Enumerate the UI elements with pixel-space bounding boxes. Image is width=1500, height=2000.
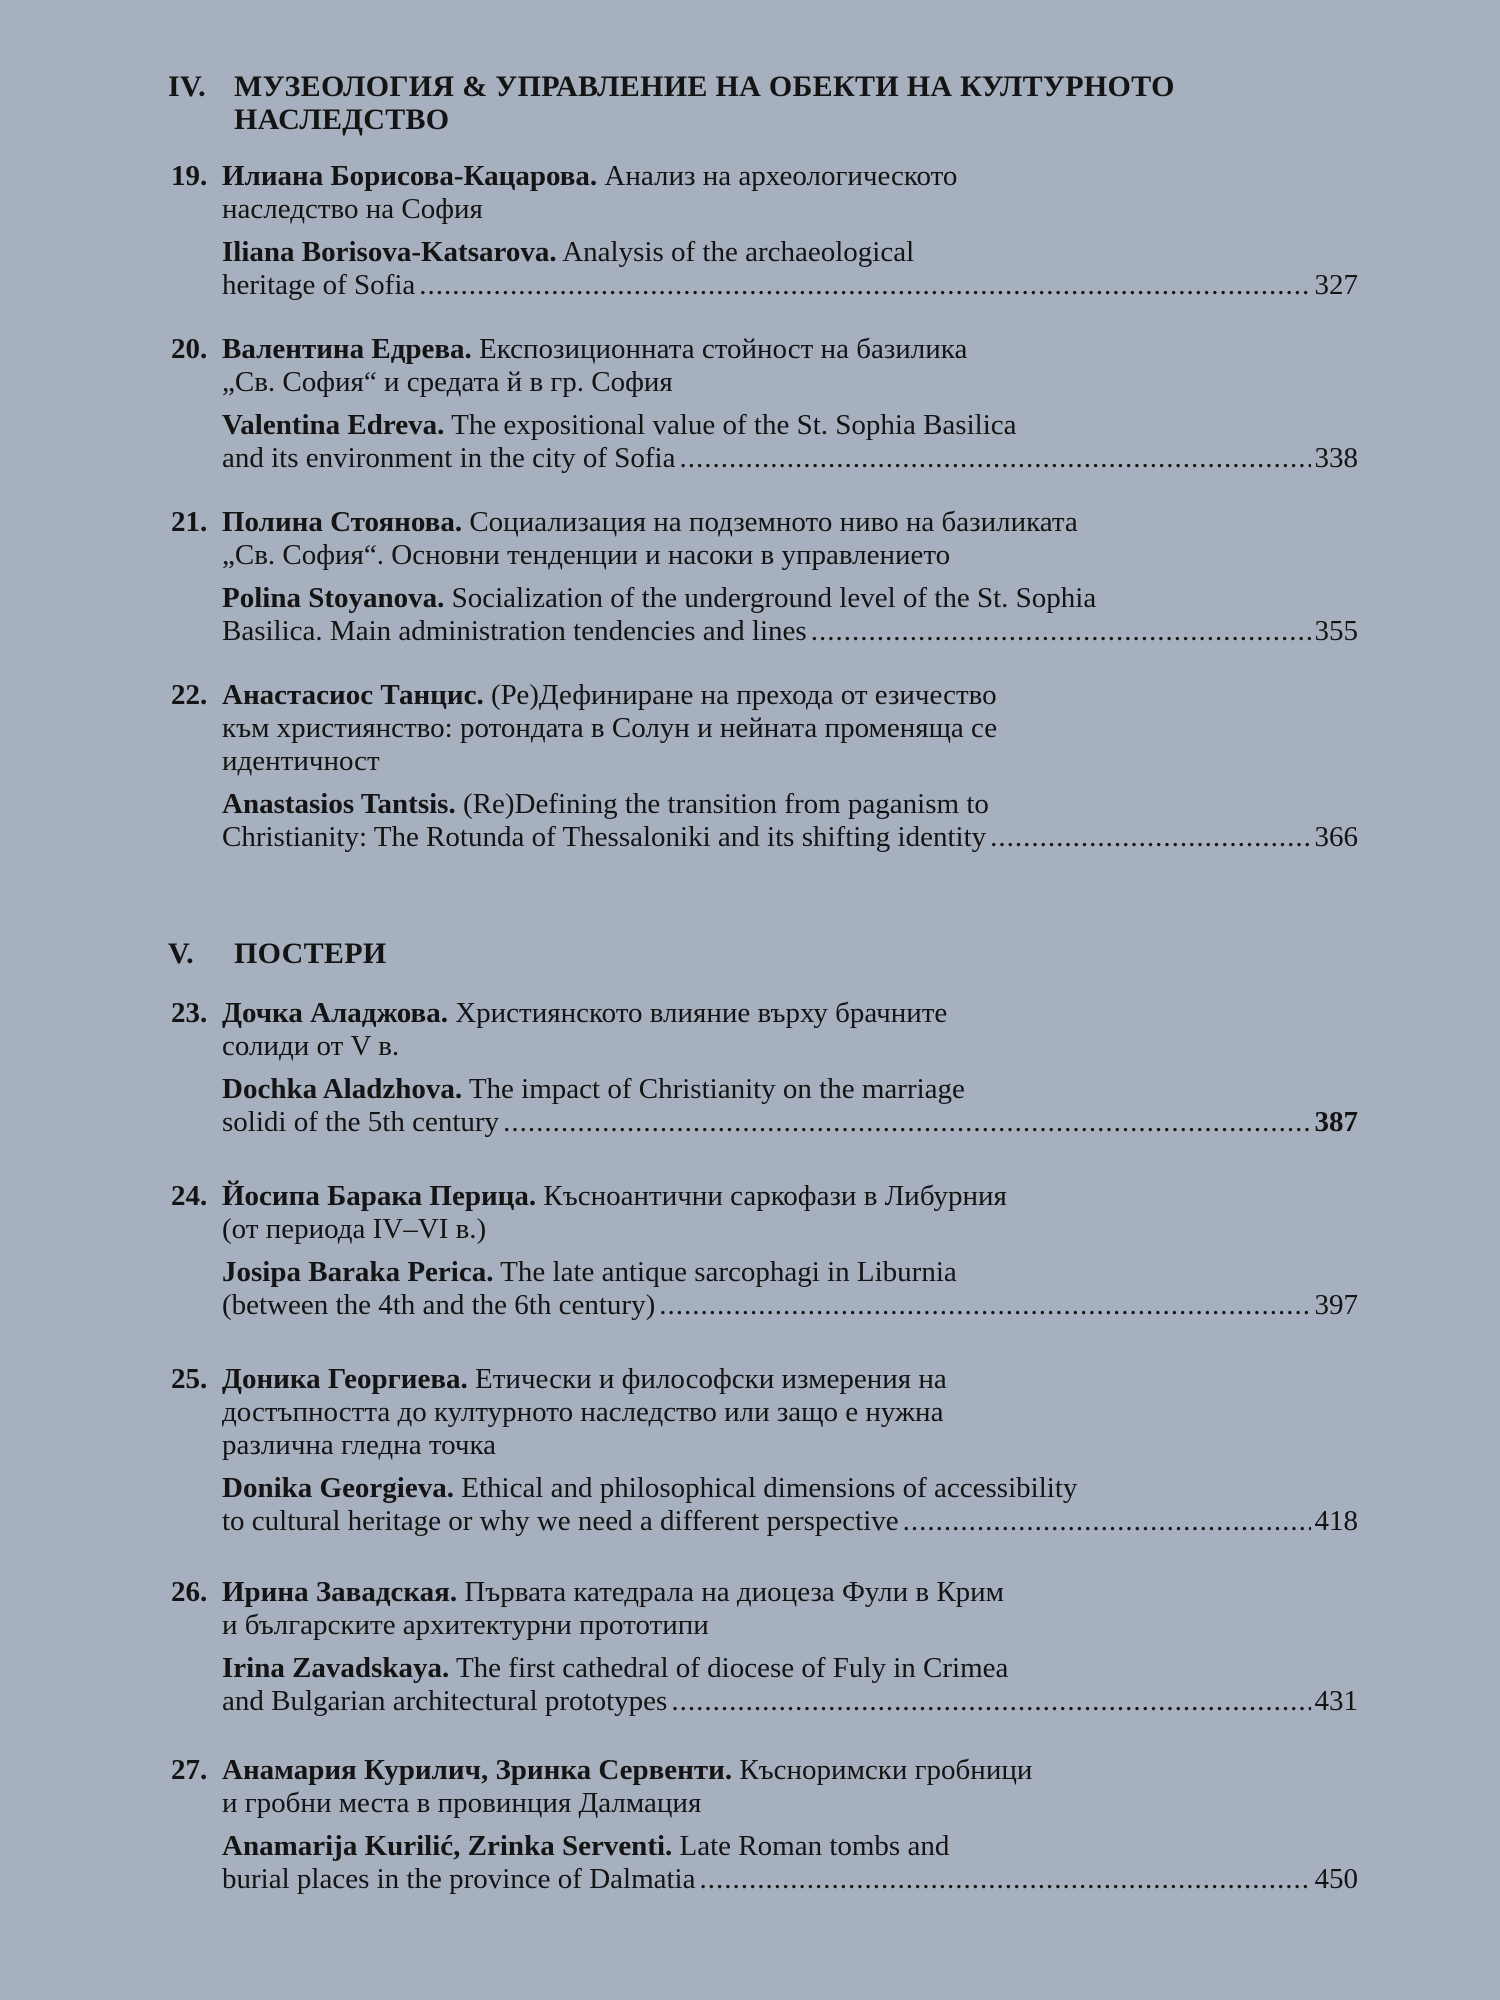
en-author: Josipa Baraka Perica. xyxy=(222,1256,494,1288)
bg-title-continued: различна гледна точка xyxy=(222,1429,496,1461)
page-number: 327 xyxy=(1314,269,1358,301)
page-number: 387 xyxy=(1314,1106,1358,1138)
en-title: Ethical and philosophical dimensions of accessibility xyxy=(454,1472,1078,1504)
toc-entry-26[interactable] xyxy=(171,1576,1358,1718)
en-title-continued: burial places in the province of Dalmatia xyxy=(222,1863,696,1895)
leader-dots xyxy=(903,1505,1311,1538)
en-author: Anastasios Tantsis. xyxy=(222,788,456,820)
bg-title-continued: (от периода IV–VI в.) xyxy=(222,1213,487,1245)
en-author: Valentina Edreva. xyxy=(222,409,445,441)
bg-title-continued: към християнство: ротондата в Солун и нейната променяща се xyxy=(222,712,998,744)
entry-number: 27. xyxy=(171,1754,208,1786)
en-title: Analysis of the archaeological xyxy=(556,236,915,268)
toc-entry-19[interactable] xyxy=(171,160,1358,302)
page-number: 338 xyxy=(1314,442,1358,474)
bg-title-continued: „Св. София“ и средата й в гр. София xyxy=(222,366,673,398)
bg-title-continued: и българските архитектурни прототипи xyxy=(222,1609,709,1641)
bg-author: Полина Стоянова. xyxy=(222,506,463,538)
en-title: Late Roman tombs and xyxy=(672,1830,950,1862)
bg-author: Йосипа Барака Перица. xyxy=(222,1180,537,1212)
bg-author: Дочка Аладжова. xyxy=(222,997,448,1029)
entry-number: 19. xyxy=(171,160,208,192)
bg-title-continued: и гробни места в провинция Далмация xyxy=(222,1787,702,1819)
en-title-continued: Christianity: The Rotunda of Thessaloniki and its shifting identity xyxy=(222,821,987,853)
toc-entry-21[interactable] xyxy=(171,506,1358,648)
leader-dots xyxy=(679,442,1310,475)
section-iv xyxy=(168,70,1368,136)
en-title-continued: (between the 4th and the 6th century) xyxy=(222,1289,656,1321)
page-number: 366 xyxy=(1314,821,1358,853)
entry-number: 20. xyxy=(171,333,208,365)
entry-number: 21. xyxy=(171,506,208,538)
entry-number: 23. xyxy=(171,997,208,1029)
en-title: The first cathedral of diocese of Fuly in Crimea xyxy=(449,1652,1009,1684)
bg-title-continued: „Св. София“. Основни тенденции и насоки в управлението xyxy=(222,539,951,571)
bg-title: Християнското влияние върху брачните xyxy=(447,997,948,1029)
toc-entry-27[interactable] xyxy=(171,1754,1358,1896)
bg-title: Късноантични саркофази в Либурния xyxy=(536,1180,1007,1212)
bg-title: Експозиционната стойност на базилика xyxy=(471,333,968,365)
bg-title-continued: идентичност xyxy=(222,745,380,777)
en-author: Iliana Borisova-Katsarova. xyxy=(222,236,557,268)
section-v xyxy=(168,937,1368,970)
en-title-continued: and its environment in the city of Sofia xyxy=(222,442,676,474)
bg-title: Късноримски гробници xyxy=(732,1754,1033,1786)
en-title: Socialization of the underground level of the St. Sophia xyxy=(444,582,1097,614)
entry-number: 26. xyxy=(171,1576,208,1608)
entry-number: 25. xyxy=(171,1363,208,1395)
en-title: The impact of Christianity on the marriage xyxy=(462,1073,965,1105)
entry-number: 24. xyxy=(171,1180,208,1212)
en-title: (Re)Defining the transition from paganism to xyxy=(455,788,989,820)
leader-dots xyxy=(990,821,1310,854)
page-number: 355 xyxy=(1314,615,1358,647)
en-author: Irina Zavadskaya. xyxy=(222,1652,450,1684)
toc-entry-20[interactable] xyxy=(171,333,1358,475)
bg-author: Анамария Курилич, Зринка Сервенти. xyxy=(222,1754,733,1786)
en-title-continued: to cultural heritage or why we need a different perspective xyxy=(222,1505,899,1537)
bg-title-continued: наследство на София xyxy=(222,193,483,225)
leader-dots xyxy=(419,269,1310,302)
entry-number: 22. xyxy=(171,679,208,711)
en-author: Dochka Aladzhova. xyxy=(222,1073,463,1105)
bg-title-continued: достъпността до културното наследство или защо е нужна xyxy=(222,1396,944,1428)
section-title: МУЗЕОЛОГИЯ & УПРАВЛЕНИЕ НА ОБЕКТИ НА КУЛТУРНОТО НАСЛЕДСТВО xyxy=(234,70,1175,136)
bg-title: Първата катедрала на диоцеза Фули в Крим xyxy=(457,1576,1005,1608)
en-title-continued: solidi of the 5th century xyxy=(222,1106,500,1138)
en-title: The expositional value of the St. Sophia Basilica xyxy=(444,409,1017,441)
leader-dots xyxy=(700,1863,1311,1896)
en-author: Polina Stoyanova. xyxy=(222,582,445,614)
leader-dots xyxy=(811,615,1311,648)
toc-entry-22[interactable] xyxy=(171,679,1358,854)
page-number: 431 xyxy=(1314,1685,1358,1717)
toc-entry-24[interactable] xyxy=(171,1180,1358,1322)
section-number: V. xyxy=(168,937,194,970)
bg-author: Доника Георгиева. xyxy=(222,1363,468,1395)
leader-dots xyxy=(503,1106,1310,1139)
bg-author: Анастасиос Танцис. xyxy=(222,679,484,711)
page-number: 450 xyxy=(1314,1863,1358,1895)
bg-author: Ирина Завадская. xyxy=(222,1576,458,1608)
toc-entry-25[interactable] xyxy=(171,1363,1358,1538)
en-title-continued: Basilica. Main administration tendencies and lines xyxy=(222,615,807,647)
en-author: Donika Georgieva. xyxy=(222,1472,454,1504)
section-number: IV. xyxy=(168,70,206,103)
leader-dots xyxy=(659,1289,1310,1322)
bg-author: Валентина Едрева. xyxy=(222,333,472,365)
bg-title: (Ре)Дефиниране на прехода от езичество xyxy=(483,679,997,711)
page-number: 418 xyxy=(1314,1505,1358,1537)
en-author: Anamarija Kurilić, Zrinka Serventi. xyxy=(222,1830,673,1862)
leader-dots xyxy=(671,1685,1310,1718)
en-title: The late antique sarcophagi in Liburnia xyxy=(493,1256,957,1288)
toc-entry-23[interactable] xyxy=(171,997,1358,1139)
section-title: ПОСТЕРИ xyxy=(234,937,387,970)
en-title-continued: and Bulgarian architectural prototypes xyxy=(222,1685,668,1717)
bg-author: Илиана Борисова-Кацарова. xyxy=(222,160,598,192)
bg-title: Социализация на подземното ниво на базиликата xyxy=(462,506,1078,538)
en-title-continued: heritage of Sofia xyxy=(222,269,416,301)
page-number: 397 xyxy=(1314,1289,1358,1321)
bg-title-continued: солиди от V в. xyxy=(222,1030,400,1062)
bg-title: Етически и философски измерения на xyxy=(467,1363,947,1395)
bg-title: Анализ на археологическото xyxy=(597,160,958,192)
